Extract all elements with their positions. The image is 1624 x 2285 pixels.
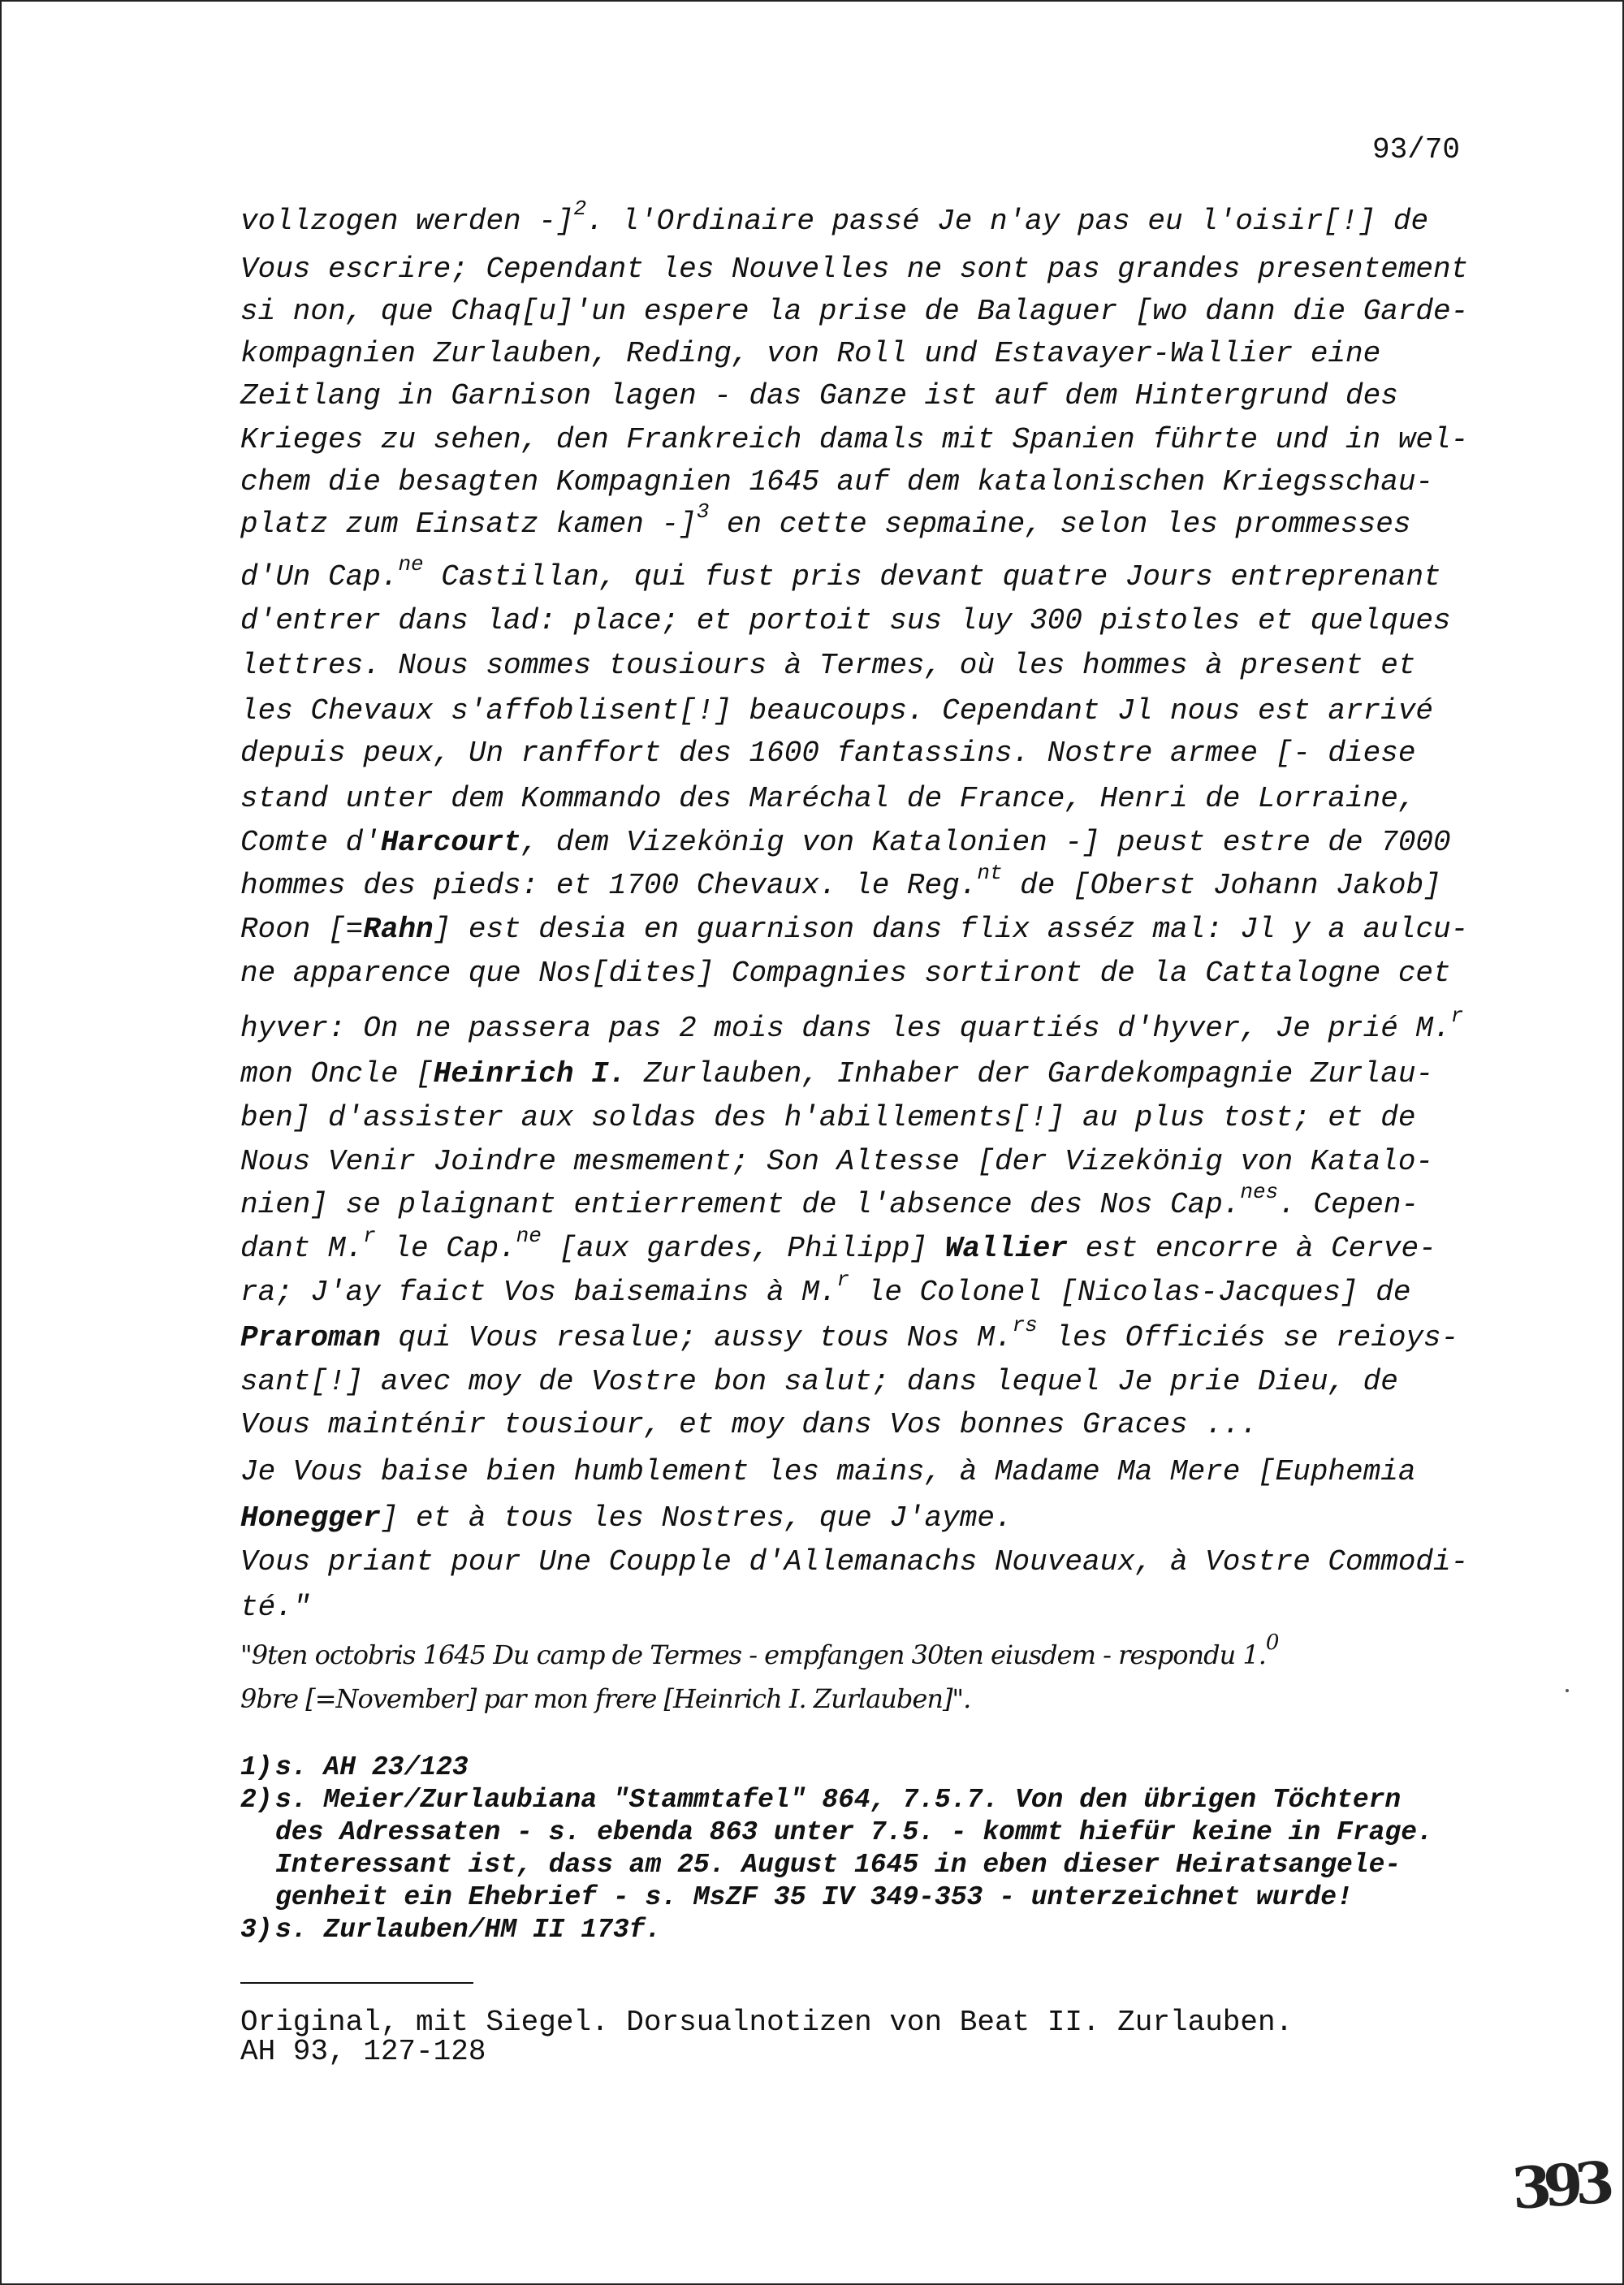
text-segment: [aux gardes, Philipp] <box>541 1232 945 1265</box>
text-segment: les Chevaux s'affoblisent[!] beaucoups. Cependant Jl nous est arrivé <box>240 694 1434 728</box>
text-segment: ra; J'ay faict Vos baisemains à M. <box>240 1276 837 1309</box>
superscript: 3 <box>696 499 710 524</box>
footnote-text: s. Meier/Zurlaubiana "Stammtafel" 864, 7.5.7. Von den übrigen Töchtern <box>275 1785 1402 1815</box>
body-line <box>240 1360 1398 1404</box>
footnote-text: s. AH 23/123 <box>275 1752 469 1782</box>
dorsal-note-line <box>240 1633 1278 1677</box>
superscript: rs <box>1012 1313 1038 1337</box>
text-segment: Vous mainténir tousiour, et moy dans Vos bonnes Graces ... <box>240 1408 1259 1441</box>
superscript: nt <box>977 861 1003 885</box>
footnote-number: 3) <box>240 1915 273 1945</box>
text-segment: sant[!] avec moy de Vostre bon salut; dans lequel Je prie Dieu, de <box>240 1365 1398 1398</box>
body-line <box>240 1586 310 1630</box>
superscript: ne <box>516 1224 542 1248</box>
text-segment: Zeitlang in Garnison lagen - das Ganze ist auf dem Hintergrund des <box>240 379 1398 413</box>
footnote-number: 1) <box>240 1752 273 1782</box>
text-segment: mon Oncle [ <box>240 1057 434 1091</box>
dorsal-note-line <box>240 1677 970 1721</box>
text-segment: vollzogen werden -] <box>240 205 574 238</box>
body-line <box>240 1497 1013 1540</box>
text-segment: qui Vous resalue; aussy tous Nos M. <box>380 1321 1013 1354</box>
superscript: ne <box>398 552 424 577</box>
body-line <box>240 197 1429 244</box>
body-line <box>240 374 1398 418</box>
text-segment: chem die besagten Kompagnien 1645 auf dem katalonischen Kriegsschau- <box>240 465 1434 499</box>
superscript: 0 <box>1265 1631 1279 1655</box>
text-segment: Castillan, qui fust pris devant quatre Jours entreprenant <box>423 560 1441 594</box>
body-line <box>240 460 1433 504</box>
body-line <box>240 499 1411 546</box>
body-line <box>240 1180 1419 1227</box>
text-segment: d'entrer dans lad: place; et portoit sus luy 300 pistoles et quelques <box>240 604 1451 637</box>
footnote-text: Interessant ist, dass am 25. August 1645 in eben dieser Heiratsangele- <box>275 1850 1402 1880</box>
body-line <box>240 952 1451 996</box>
text-segment: Krieges zu sehen, den Frankreich damals mit Spanien führte und in wel- <box>240 423 1469 456</box>
body-line <box>240 861 1441 908</box>
body-line <box>240 248 1468 292</box>
text-segment: est encorre à Cerve- <box>1068 1232 1436 1265</box>
bold-name: Honegger <box>240 1501 381 1535</box>
text-segment: le Colonel [Nicolas-Jacques] de <box>849 1276 1411 1309</box>
text-segment: lettres. Nous sommes tousiours à Termes, où les hommes à present et <box>240 649 1416 682</box>
body-line <box>240 1052 1433 1096</box>
text-segment: stand unter dem Kommando des Maréchal de France, Henri de Lorraine, <box>240 782 1416 815</box>
page-number: 93/70 <box>1372 133 1461 166</box>
text-segment: kompagnien Zurlauben, Reding, von Roll und Estavayer-Wallier eine <box>240 337 1381 370</box>
handwritten-page-stamp: 393 <box>1510 2149 1609 2222</box>
body-line <box>240 1540 1468 1584</box>
text-segment: 9bre [=November] par mon frere [Heinrich I. Zurlauben]". <box>240 1683 971 1714</box>
body-line <box>240 908 1468 952</box>
text-segment: le Cap. <box>375 1232 516 1265</box>
body-line <box>240 418 1468 462</box>
footnote-number: 2) <box>240 1785 273 1815</box>
source-note-line: Original, mit Siegel. Dorsualnotizen von Beat II. Zurlauben. <box>240 2006 1294 2039</box>
body-line <box>240 821 1451 865</box>
text-segment: d'Un Cap. <box>240 560 399 594</box>
body-line <box>240 732 1415 775</box>
text-segment: nien] se plaignant entierrement de l'absence des Nos Cap. <box>240 1188 1241 1221</box>
footnote-divider <box>240 1982 473 1984</box>
text-segment: hyver: On ne passera pas 2 mois dans les quartiés d'hyver, Je prié M. <box>240 1012 1451 1045</box>
text-segment: les Officiés se reioys- <box>1037 1321 1459 1354</box>
superscript: r <box>836 1268 850 1292</box>
superscript: r <box>363 1224 376 1248</box>
footnote-text: genheit ein Ehebrief - s. MsZF 35 IV 349-353 - unterzeichnet wurde! <box>275 1882 1353 1912</box>
text-segment: . Cepen- <box>1278 1188 1419 1221</box>
body-line <box>240 1403 1258 1447</box>
body-line <box>240 644 1415 688</box>
footnote-text: s. Zurlauben/HM II 173f. <box>275 1915 662 1945</box>
superscript: 2 <box>573 197 587 221</box>
text-segment: . l'Ordinaire passé Je n'ay pas eu l'oisir[!] de <box>586 205 1429 238</box>
text-segment: "9ten octobris 1645 Du camp de Termes - empfangen 30ten eiusdem - respondu 1. <box>240 1639 1266 1670</box>
text-segment: depuis peux, Un ranffort des 1600 fantassins. Nostre armee [- diese <box>240 736 1416 770</box>
text-segment: , dem Vizekönig von Katalonien -] peust estre de 7000 <box>520 826 1451 859</box>
text-segment: Vous escrire; Cependant les Nouvelles ne sont pas grandes presentement <box>240 253 1469 286</box>
text-segment: hommes des pieds: et 1700 Chevaux. le Reg. <box>240 869 978 902</box>
archive-reference: AH 93, 127-128 <box>240 2035 486 2068</box>
text-segment: Comte d' <box>240 826 381 859</box>
text-segment: Je Vous baise bien humblement les mains, à Madame Ma Mere [Euphemia <box>240 1455 1416 1488</box>
scan-speck <box>1566 1689 1569 1692</box>
bold-name: Harcourt <box>380 826 521 859</box>
bold-name: Wallier <box>944 1232 1069 1265</box>
text-segment: ] et à tous les Nostres, que J'ayme. <box>380 1501 1013 1535</box>
superscript: nes <box>1240 1180 1279 1204</box>
text-segment: Nous Venir Joindre mesmement; Son Altesse [der Vizekönig von Katalo- <box>240 1145 1434 1178</box>
body-line <box>240 552 1441 599</box>
body-line <box>240 332 1380 376</box>
footnote-text: des Adressaten - s. ebenda 863 unter 7.5. - kommt hiefür keine in Frage. <box>275 1817 1433 1847</box>
text-segment: de [Oberst Johann Jakob] <box>1002 869 1441 902</box>
body-line <box>240 1140 1433 1184</box>
bold-name: Heinrich I. <box>433 1057 627 1091</box>
body-line <box>240 777 1415 821</box>
body-line <box>240 1450 1415 1494</box>
superscript: r <box>1450 1004 1464 1028</box>
text-segment: si non, que Chaq[u]'un espere la prise de Balaguer [wo dann die Garde- <box>240 295 1469 328</box>
text-segment: Vous priant pour Une Coupple d'Allemanachs Nouveaux, à Vostre Commodi- <box>240 1545 1469 1579</box>
text-segment: platz zum Einsatz kamen -] <box>240 508 697 541</box>
text-segment: Roon [= <box>240 913 364 946</box>
text-segment: en cette sepmaine, selon les prommesses <box>709 508 1411 541</box>
text-segment: ne apparence que Nos[dites] Compagnies sortiront de la Cattalogne cet <box>240 957 1451 990</box>
text-segment: Zurlauben, Inhaber der Gardekompagnie Zurlau- <box>626 1057 1434 1091</box>
bold-name: Rahn <box>363 913 434 946</box>
text-segment: dant M. <box>240 1232 364 1265</box>
body-line <box>240 689 1433 733</box>
body-line <box>240 290 1468 334</box>
text-segment: ben] d'assister aux soldas des h'abillements[!] au plus tost; et de <box>240 1101 1416 1134</box>
body-line <box>240 1268 1411 1315</box>
bold-name: Praroman <box>240 1321 381 1354</box>
text-segment: ] est desia en guarnison dans flix asséz mal: Jl y a aulcu- <box>433 913 1469 946</box>
body-line <box>240 1004 1464 1051</box>
body-line <box>240 1096 1415 1140</box>
text-segment: té." <box>240 1591 311 1624</box>
body-line <box>240 1224 1436 1271</box>
body-line <box>240 1313 1459 1360</box>
body-line <box>240 599 1451 643</box>
